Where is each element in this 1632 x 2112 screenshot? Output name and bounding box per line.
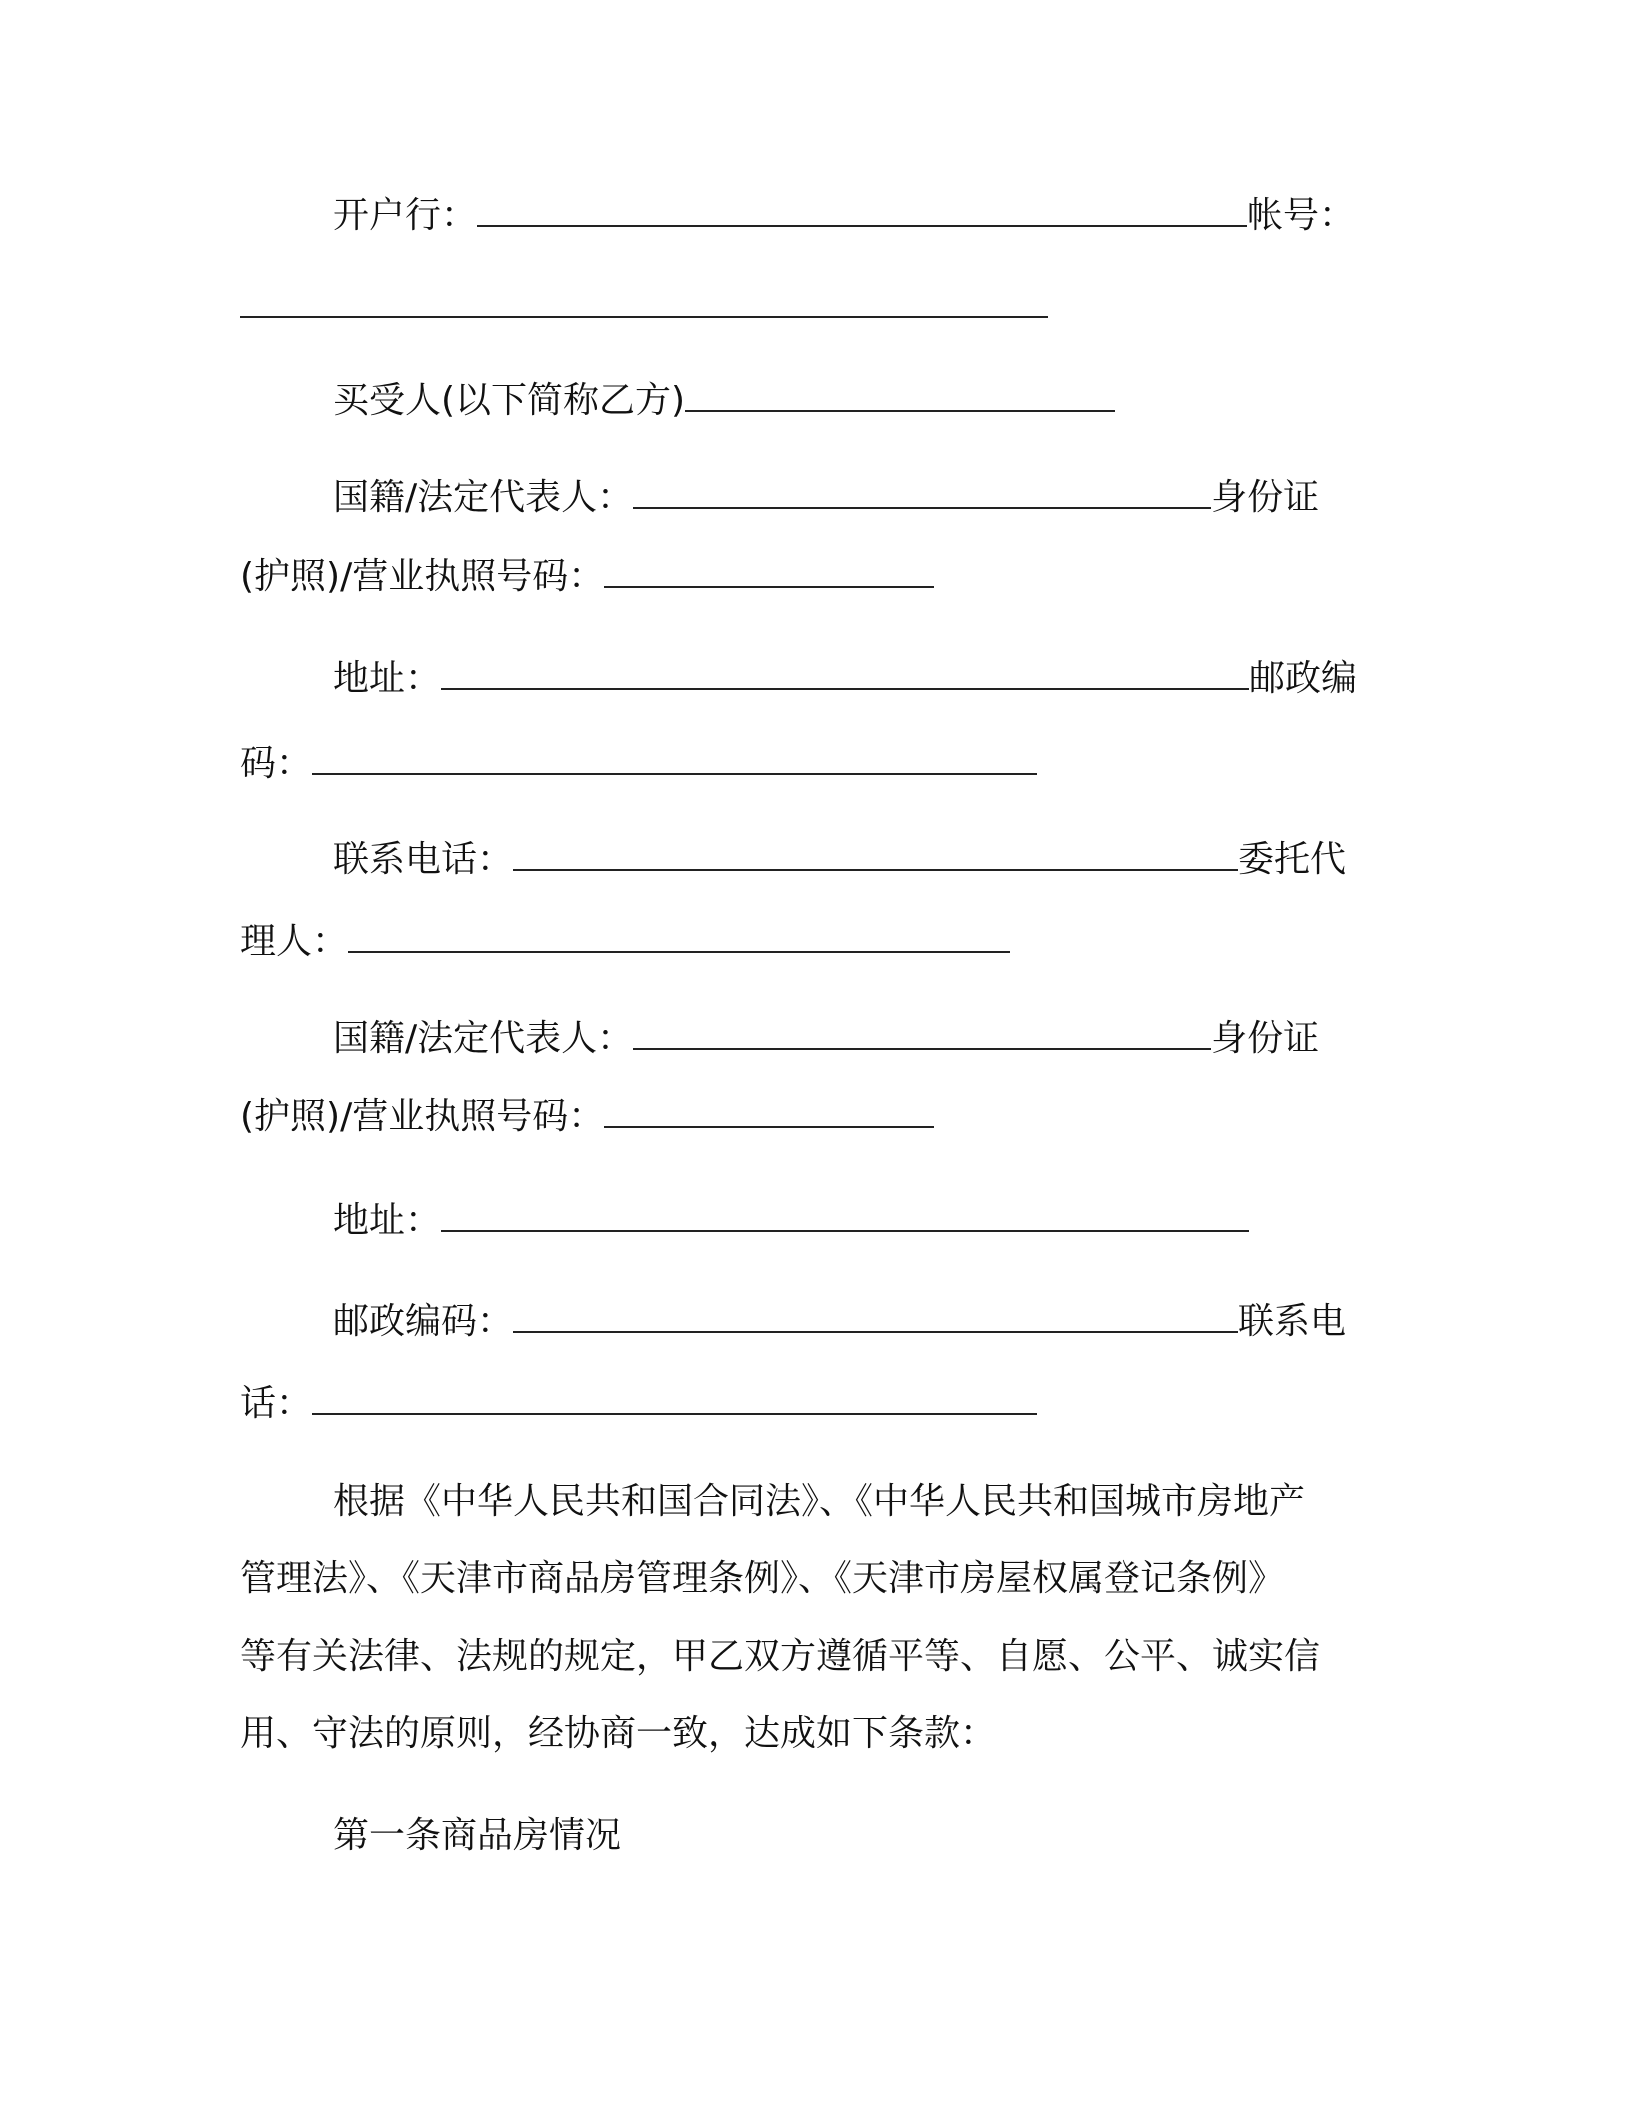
id-card-label: 身份证 (1211, 477, 1320, 518)
agent-id-card-label: 身份证 (1211, 1018, 1320, 1059)
nationality-label: 国籍/法定代表人： (333, 477, 634, 518)
phone-line (333, 836, 1346, 884)
agent-label-start: 委托代 (1238, 839, 1347, 880)
agent-label-end: 理人： (240, 921, 349, 962)
passport-label: (护照)/营业执照号码： (240, 556, 605, 597)
paragraph-line-1: 根据《中华人民共和国合同法》、《中华人民共和国城市房地产 (333, 1481, 1306, 1522)
bank-line (333, 192, 1355, 240)
agent-nationality-label: 国籍/法定代表人： (333, 1018, 634, 1059)
address-label: 地址： (333, 658, 442, 699)
agent-line (240, 918, 1010, 966)
agent-nationality-line (333, 1015, 1319, 1063)
agent-passport-label: (护照)/营业执照号码： (240, 1096, 605, 1137)
agent-phone-field[interactable] (312, 1383, 1037, 1415)
section-heading: 第一条商品房情况 (333, 1815, 622, 1856)
postcode-line (240, 740, 1037, 788)
nationality-field[interactable] (633, 477, 1211, 509)
agent-postcode-field[interactable] (513, 1301, 1238, 1333)
buyer-field[interactable] (685, 380, 1115, 412)
postcode-label-end: 码： (240, 743, 313, 784)
agent-passport-line (240, 1093, 934, 1141)
paragraph-line-4: 用、守法的原则，经协商一致，达成如下条款： (240, 1713, 997, 1754)
buyer-line (333, 377, 1115, 425)
bank-field[interactable] (477, 195, 1247, 227)
nationality-line (333, 474, 1319, 522)
phone-field[interactable] (513, 839, 1238, 871)
account-field[interactable] (240, 286, 1048, 318)
agent-address-label: 地址： (333, 1200, 442, 1241)
account-label: 帐号： (1247, 195, 1356, 236)
agent-passport-field[interactable] (604, 1096, 934, 1128)
agent-field[interactable] (348, 921, 1010, 953)
passport-field[interactable] (604, 556, 934, 588)
passport-line (240, 553, 934, 601)
postcode-label-start: 邮政编 (1249, 658, 1358, 699)
postcode-field[interactable] (312, 743, 1037, 775)
address-field[interactable] (441, 658, 1249, 690)
address-line (333, 655, 1357, 703)
agent-postcode-line (333, 1298, 1346, 1346)
agent-phone-line (240, 1380, 1037, 1428)
paragraph-line-2: 管理法》、《天津市商品房管理条例》、《天津市房屋权属登记条例》 (240, 1558, 1285, 1599)
agent-address-line (333, 1197, 1249, 1245)
agent-phone-label-end: 话： (240, 1383, 313, 1424)
paragraph-line-3: 等有关法律、法规的规定，甲乙双方遵循平等、自愿、公平、诚实信 (240, 1636, 1321, 1677)
agent-postcode-label: 邮政编码： (333, 1301, 514, 1342)
phone-label: 联系电话： (333, 839, 514, 880)
agent-nationality-field[interactable] (633, 1018, 1211, 1050)
account-line (240, 283, 1048, 331)
bank-label: 开户行： (333, 195, 478, 236)
buyer-label: 买受人(以下简称乙方) (333, 380, 686, 421)
agent-phone-label-start: 联系电 (1238, 1301, 1347, 1342)
agent-address-field[interactable] (441, 1200, 1249, 1232)
